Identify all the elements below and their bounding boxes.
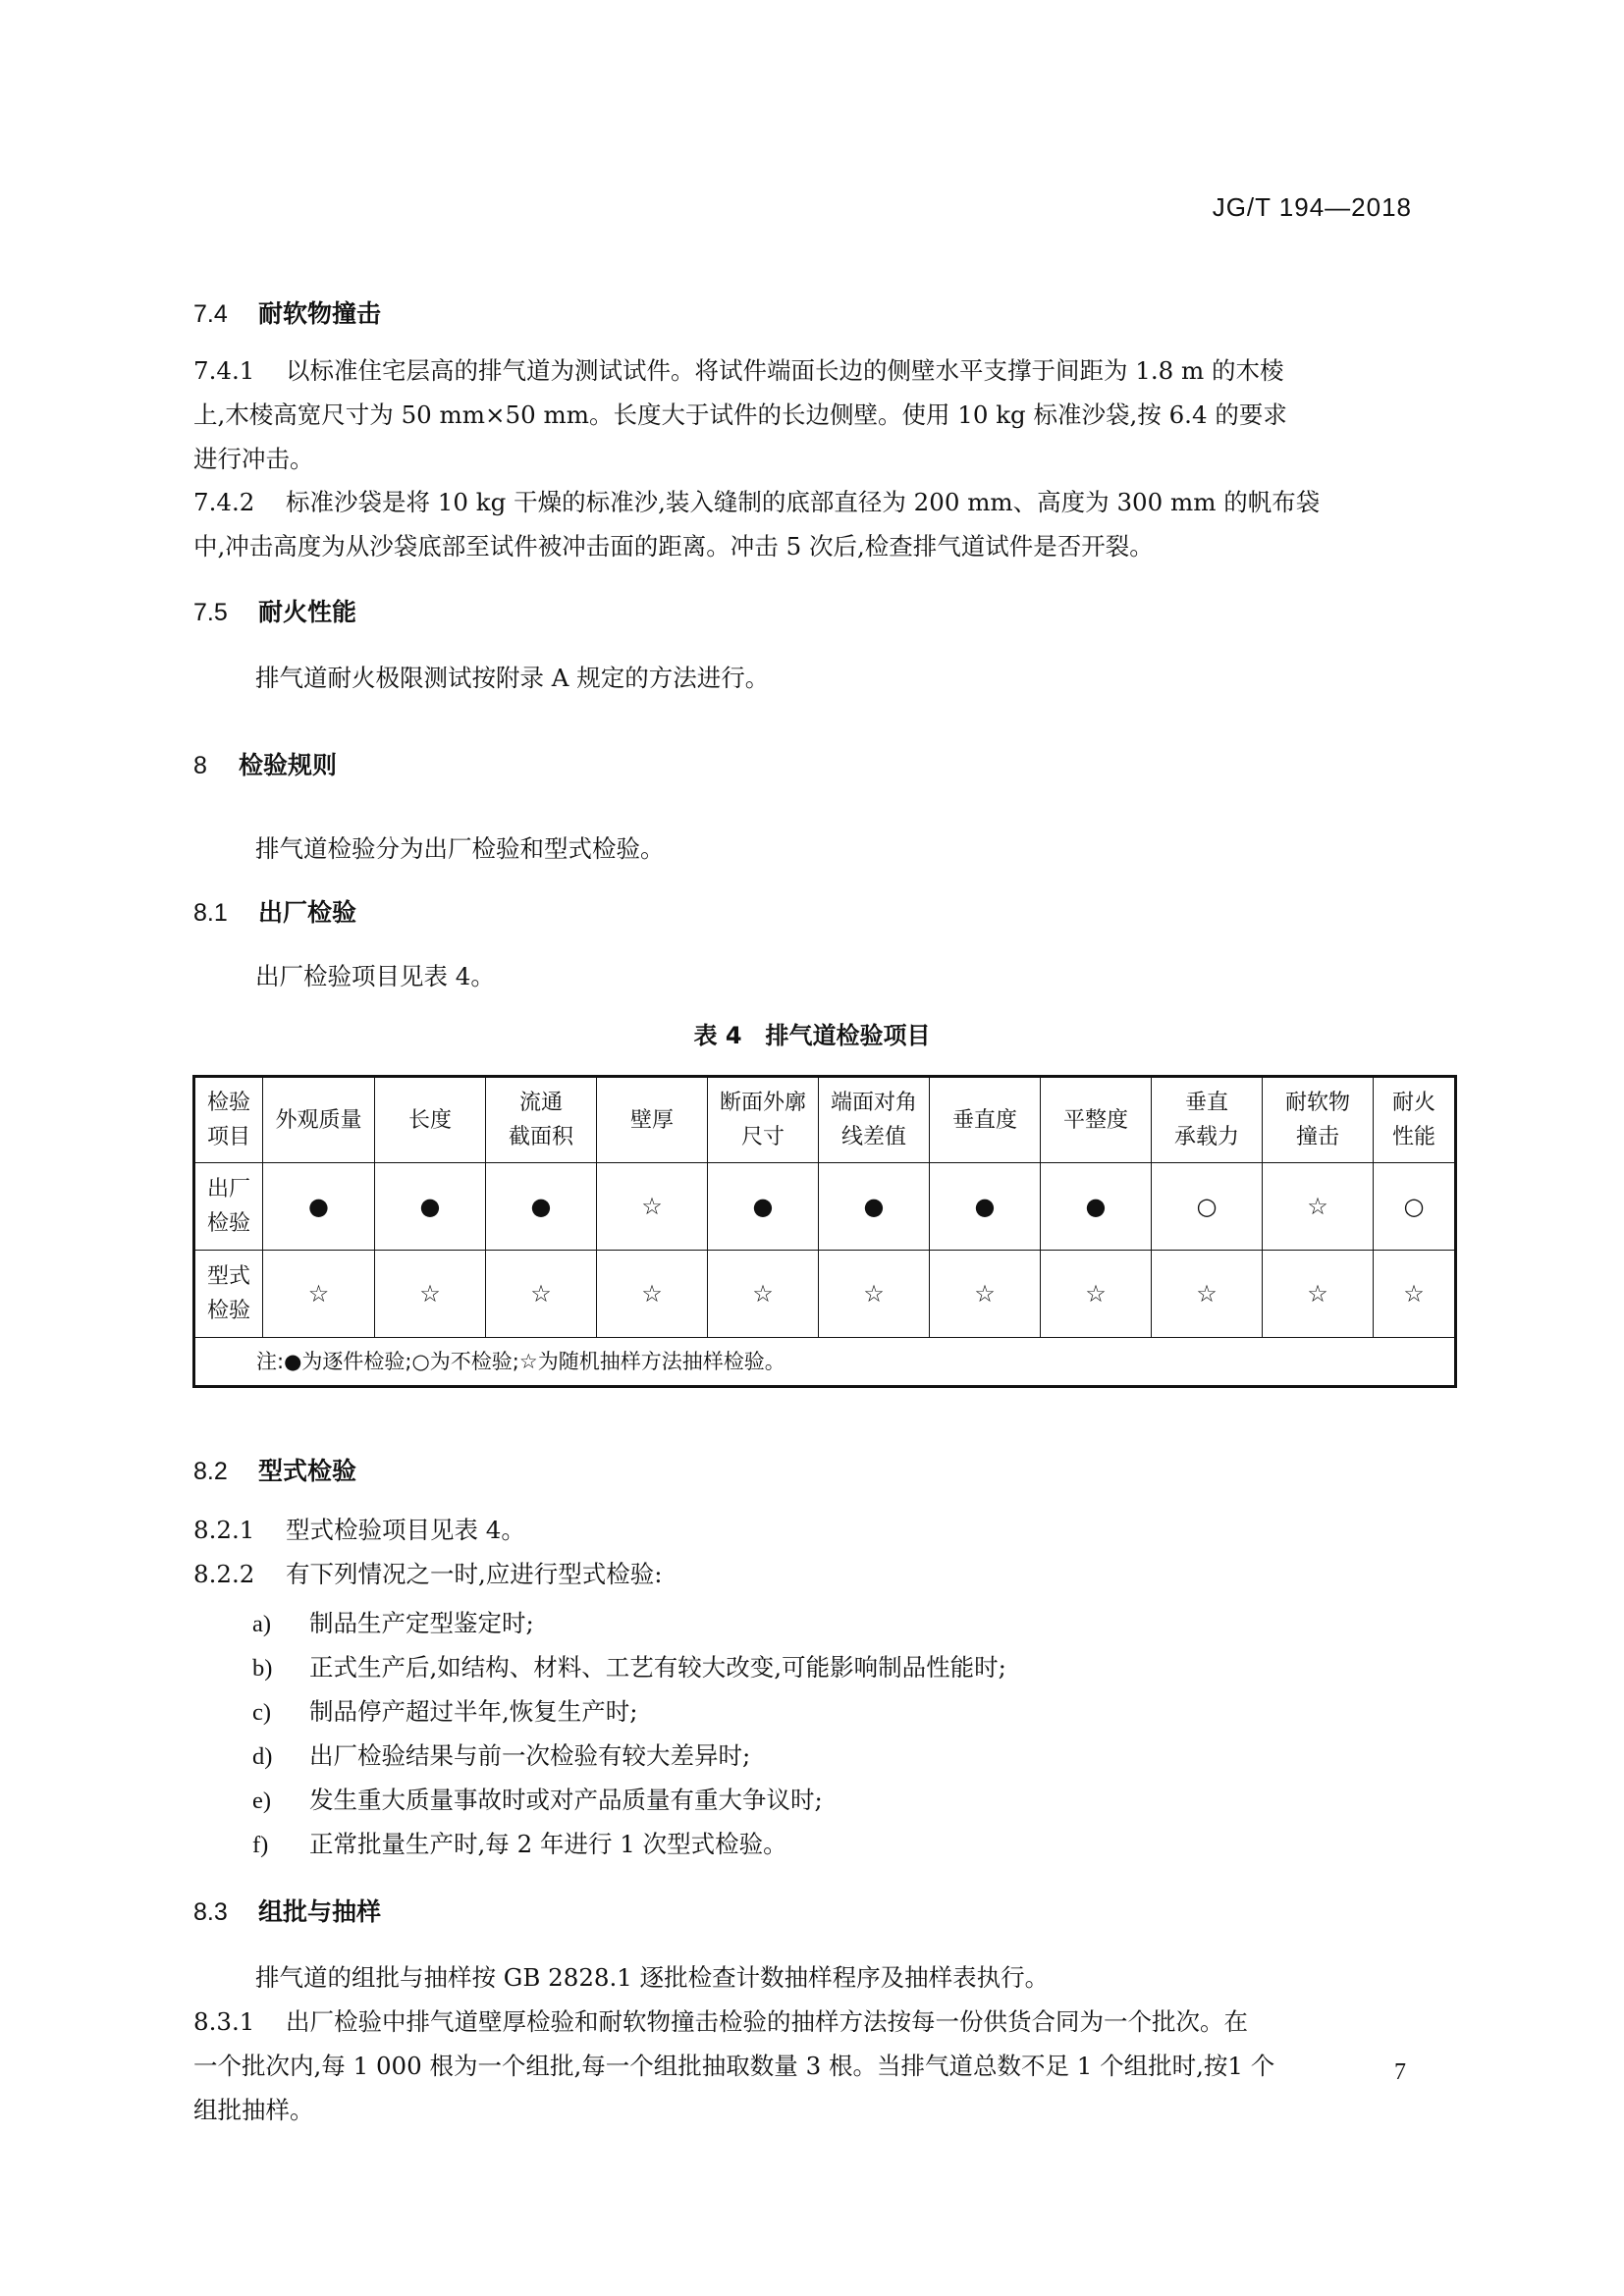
clause-text: 有下列情况之一时,应进行型式检验: — [286, 1560, 663, 1588]
clause-number: 7.4.2 — [193, 488, 255, 516]
list-item — [252, 1693, 638, 1728]
list-item-label: e) — [252, 1788, 272, 1814]
table-cell-symbol: ● — [708, 1163, 819, 1251]
header-cell-line: 线差值 — [840, 1125, 906, 1149]
paragraph: 出厂检验项目见表 4。 — [255, 962, 495, 990]
section-8-3-heading — [193, 1893, 381, 1928]
table-cell-symbol: ○ — [1152, 1163, 1263, 1251]
header-cell — [930, 1077, 1041, 1163]
table-note: 注:●为逐件检验;○为不检验;☆为随机抽样方法抽样检验。 — [194, 1338, 1456, 1387]
inspection-items-table — [192, 1075, 1457, 1388]
chapter-8-heading — [193, 746, 337, 781]
table-cell-symbol: ☆ — [486, 1251, 597, 1338]
header-cell-line: 垂直度 — [951, 1107, 1017, 1133]
header-cell-line: 检验 — [206, 1091, 250, 1115]
table-cell-symbol: ☆ — [1041, 1251, 1152, 1338]
table-cell-symbol: ● — [263, 1163, 375, 1251]
header-cell-line: 端面对角 — [830, 1091, 917, 1115]
table-cell-symbol: ☆ — [597, 1163, 708, 1251]
row-label-line: 检验 — [206, 1211, 250, 1236]
list-item — [252, 1737, 750, 1772]
clause-number: 8.3.1 — [193, 2007, 255, 2036]
row-label-line: 出厂 — [206, 1177, 250, 1201]
clause-number: 8.2.2 — [193, 1560, 255, 1588]
header-cell-line: 长度 — [407, 1107, 452, 1133]
header-cell-line: 项目 — [206, 1125, 250, 1149]
table-cell-symbol: ● — [375, 1163, 486, 1251]
list-item-label: b) — [252, 1655, 273, 1682]
clause-7-4-2 — [193, 480, 1454, 568]
list-item-text: 制品停产超过半年,恢复生产时; — [309, 1697, 638, 1726]
paragraph: 排气道耐火极限测试按附录 A 规定的方法进行。 — [255, 664, 770, 692]
header-cell-line: 耐火 — [1391, 1091, 1435, 1115]
list-item-label: d) — [252, 1743, 273, 1770]
list-item — [252, 1826, 787, 1860]
table-cell-symbol: ☆ — [1263, 1163, 1374, 1251]
header-cell — [597, 1077, 708, 1163]
clause-line: 以标准住宅层高的排气道为测试试件。将试件端面长边的侧壁水平支撑于间距为 1.8 m 的木棱 — [286, 356, 1284, 385]
list-item — [252, 1782, 823, 1816]
header-cell-line: 承载力 — [1173, 1125, 1239, 1149]
section-number: 8.3 — [193, 1898, 228, 1926]
header-cell-line: 平整度 — [1062, 1107, 1128, 1133]
section-8-2-heading — [193, 1452, 356, 1487]
header-cell — [263, 1077, 375, 1163]
list-item-text: 发生重大质量事故时或对产品质量有重大争议时; — [309, 1786, 823, 1814]
header-cell — [1374, 1077, 1456, 1163]
clause-line: 进行冲击。 — [193, 445, 314, 473]
page-number: 7 — [1394, 2059, 1406, 2085]
clause-line: 标准沙袋是将 10 kg 干燥的标准沙,装入缝制的底部直径为 200 mm、高度为 300 mm 的帆布袋 — [286, 488, 1321, 516]
clause-line: 出厂检验中排气道壁厚检验和耐软物撞击检验的抽样方法按每一份供货合同为一个批次。在 — [286, 2007, 1248, 2036]
section-title: 出厂检验 — [258, 898, 357, 927]
table-cell-symbol: ○ — [1374, 1163, 1456, 1251]
table-cell-symbol: ☆ — [819, 1251, 930, 1338]
clause-8-2-2 — [193, 1552, 663, 1596]
table-header-row — [194, 1077, 1456, 1163]
header-cell — [486, 1077, 597, 1163]
section-title: 检验规则 — [239, 751, 338, 779]
header-cell-line: 尺寸 — [740, 1125, 785, 1149]
table-cell-symbol: ● — [1041, 1163, 1152, 1251]
section-number: 7.5 — [193, 599, 228, 626]
section-number: 8.2 — [193, 1458, 228, 1485]
section-number: 8.1 — [193, 899, 228, 927]
header-cell — [375, 1077, 486, 1163]
header-cell-line: 耐软物 — [1284, 1091, 1350, 1115]
paragraph: 排气道的组批与抽样按 GB 2828.1 逐批检查计数抽样程序及抽样表执行。 — [255, 1963, 1050, 1992]
table-cell-symbol: ☆ — [708, 1251, 819, 1338]
section-number: 8 — [193, 752, 207, 779]
clause-8-3-1 — [193, 2000, 1454, 2132]
row-label-line: 型式 — [206, 1264, 250, 1289]
clause-line: 上,木棱高宽尺寸为 50 mm×50 mm。长度大于试件的长边侧壁。使用 10 kg 标准沙袋,按 6.4 的要求 — [193, 400, 1287, 429]
list-item-label: c) — [252, 1699, 272, 1726]
table-cell-symbol: ☆ — [1152, 1251, 1263, 1338]
list-item-text: 制品生产定型鉴定时; — [309, 1609, 534, 1637]
table-caption: 表 4 排气道检验项目 — [693, 1022, 931, 1049]
clause-7-4-1 — [193, 348, 1454, 481]
list-item-label: f) — [252, 1832, 269, 1858]
table-row — [194, 1251, 1456, 1338]
table-cell-symbol: ☆ — [375, 1251, 486, 1338]
row-label-line: 检验 — [206, 1299, 250, 1323]
header-cell-line: 流通 — [518, 1091, 563, 1115]
header-cell-line: 断面外廓 — [719, 1091, 806, 1115]
row-label-cell — [194, 1251, 263, 1338]
header-cell — [1152, 1077, 1263, 1163]
header-cell-line: 壁厚 — [629, 1107, 674, 1133]
table-cell-symbol: ● — [486, 1163, 597, 1251]
header-cell — [819, 1077, 930, 1163]
table-cell-symbol: ● — [819, 1163, 930, 1251]
table-cell-symbol: ☆ — [930, 1251, 1041, 1338]
header-cell-line: 截面积 — [508, 1125, 573, 1149]
header-cell — [1041, 1077, 1152, 1163]
header-cell-line: 撞击 — [1295, 1125, 1339, 1149]
section-title: 型式检验 — [258, 1457, 357, 1485]
table-cell-symbol: ☆ — [597, 1251, 708, 1338]
clause-text: 型式检验项目见表 4。 — [286, 1516, 525, 1544]
list-item — [252, 1605, 534, 1639]
list-item-text: 正式生产后,如结构、材料、工艺有较大改变,可能影响制品性能时; — [309, 1653, 1006, 1682]
header-cell-line: 垂直 — [1184, 1091, 1228, 1115]
clause-number: 8.2.1 — [193, 1516, 255, 1544]
section-title: 耐火性能 — [258, 598, 357, 626]
section-title: 组批与抽样 — [258, 1897, 382, 1926]
header-cell-item — [194, 1077, 263, 1163]
section-7-5-heading — [193, 593, 356, 628]
clause-line: 中,冲击高度为从沙袋底部至试件被冲击面的距离。冲击 5 次后,检查排气道试件是否开裂。 — [193, 532, 1154, 561]
section-title: 耐软物撞击 — [258, 299, 382, 328]
clause-number: 7.4.1 — [193, 356, 255, 385]
table-cell-symbol: ☆ — [263, 1251, 375, 1338]
table-cell-symbol: ● — [930, 1163, 1041, 1251]
list-item-text: 出厂检验结果与前一次检验有较大差异时; — [309, 1741, 751, 1770]
header-cell — [1263, 1077, 1374, 1163]
section-number: 7.4 — [193, 300, 228, 328]
clause-line: 组批抽样。 — [193, 2096, 314, 2124]
list-item-label: a) — [252, 1611, 272, 1637]
clause-line: 一个批次内,每 1 000 根为一个组批,每一个组批抽取数量 3 根。当排气道总数不足 1 个组批时,按1 个 — [193, 2052, 1275, 2080]
section-7-4-heading — [193, 294, 381, 330]
paragraph: 排气道检验分为出厂检验和型式检验。 — [255, 834, 665, 863]
header-cell — [708, 1077, 819, 1163]
section-8-1-heading — [193, 893, 356, 929]
table-cell-symbol: ☆ — [1374, 1251, 1456, 1338]
table-cell-symbol: ☆ — [1263, 1251, 1374, 1338]
list-item — [252, 1649, 1006, 1683]
document-code: JG/T 194—2018 — [1212, 192, 1412, 222]
row-label-cell — [194, 1163, 263, 1251]
list-item-text: 正常批量生产时,每 2 年进行 1 次型式检验。 — [309, 1830, 787, 1858]
table-note-row — [194, 1338, 1456, 1387]
header-cell-line: 外观质量 — [275, 1107, 362, 1133]
header-cell-line: 性能 — [1391, 1125, 1435, 1149]
table-row — [194, 1163, 1456, 1251]
clause-8-2-1 — [193, 1508, 525, 1552]
